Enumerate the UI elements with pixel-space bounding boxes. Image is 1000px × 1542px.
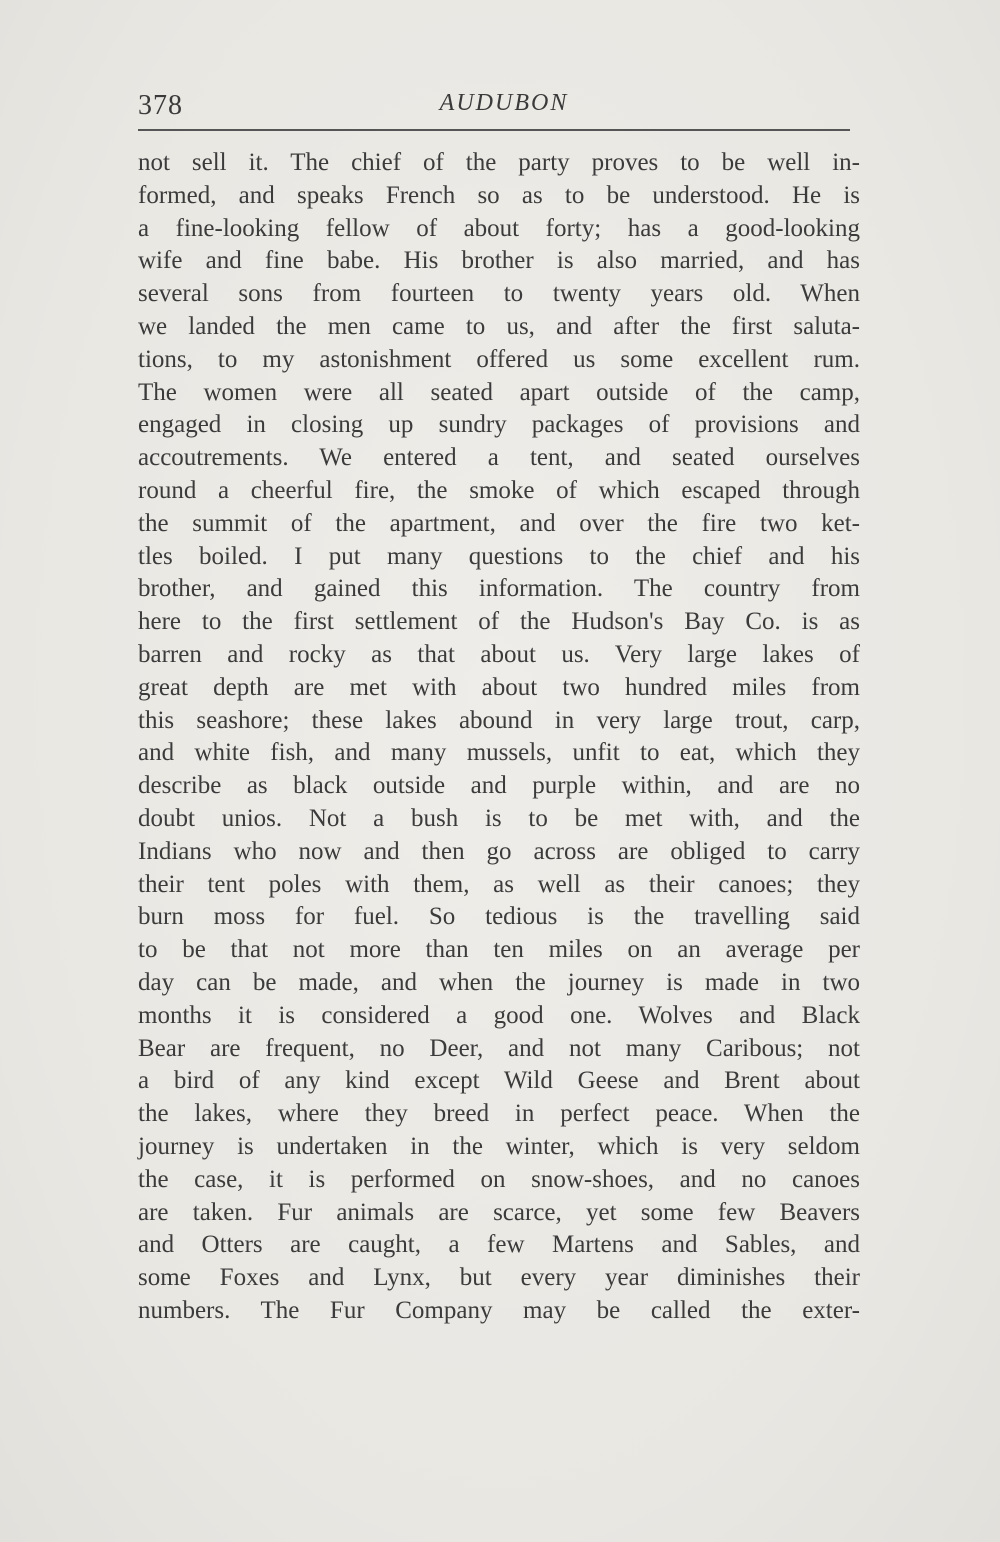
text-line: the case, it is performed on snow-shoes, and no canoes	[138, 1165, 860, 1193]
text-line: round a cheerful fire, the smoke of which escaped through	[138, 476, 860, 504]
text-line: wife and fine babe. His brother is also married, and has	[138, 247, 860, 275]
text-line: months it is considered a good one. Wolves and Black	[138, 1001, 860, 1029]
text-line: a bird of any kind except Wild Geese and Brent about	[138, 1067, 860, 1095]
text-line: numbers. The Fur Company may be called the exter-	[138, 1296, 860, 1324]
text-line: a fine-looking fellow of about forty; has a good-looking	[138, 214, 860, 242]
text-line: tions, to my astonishment offered us some excellent rum.	[138, 345, 860, 373]
text-line: to be that not more than ten miles on an average per	[138, 936, 860, 964]
text-line: the lakes, where they breed in perfect peace. When the	[138, 1100, 860, 1128]
text-line: some Foxes and Lynx, but every year diminishes their	[138, 1264, 860, 1292]
header-rule	[138, 129, 850, 131]
page-header	[138, 90, 850, 130]
text-line: we landed the men came to us, and after the first saluta-	[138, 312, 860, 340]
page-number: 378	[138, 90, 183, 121]
text-line: formed, and speaks French so as to be understood. He is	[138, 181, 860, 209]
text-line: journey is undertaken in the winter, which is very seldom	[138, 1132, 860, 1160]
text-line: describe as black outside and purple within, and are no	[138, 772, 860, 800]
text-line: barren and rocky as that about us. Very large lakes of	[138, 640, 860, 668]
text-line: are taken. Fur animals are scarce, yet some few Beavers	[138, 1198, 860, 1226]
text-line: and white fish, and many mussels, unfit to eat, which they	[138, 739, 860, 767]
text-line: burn moss for fuel. So tedious is the travelling said	[138, 903, 860, 931]
text-line: Indians who now and then go across are obliged to carry	[138, 837, 860, 865]
text-line: brother, and gained this information. The country from	[138, 575, 860, 603]
text-line: engaged in closing up sundry packages of provisions and	[138, 411, 860, 439]
text-line: not sell it. The chief of the party proves to be well in-	[138, 149, 860, 176]
text-line: this seashore; these lakes abound in very large trout, carp,	[138, 706, 860, 734]
text-line: doubt unios. Not a bush is to be met with, and the	[138, 804, 860, 832]
body-text	[138, 147, 860, 1328]
text-line: accoutrements. We entered a tent, and seated ourselves	[138, 444, 860, 472]
text-line: here to the first settlement of the Hudson's Bay Co. is as	[138, 608, 860, 636]
text-line: and Otters are caught, a few Martens and Sables, and	[138, 1231, 860, 1259]
running-head: AUDUBON	[439, 90, 569, 116]
text-line: The women were all seated apart outside of the camp,	[138, 378, 860, 406]
text-line: several sons from fourteen to twenty years old. When	[138, 280, 860, 308]
text-line: day can be made, and when the journey is made in two	[138, 968, 860, 996]
text-line: tles boiled. I put many questions to the chief and his	[138, 542, 860, 570]
text-line: the summit of the apartment, and over the fire two ket-	[138, 509, 860, 537]
text-line: great depth are met with about two hundred miles from	[138, 673, 860, 701]
text-line: Bear are frequent, no Deer, and not many Caribous; not	[138, 1034, 860, 1062]
text-line: their tent poles with them, as well as their canoes; they	[138, 870, 860, 898]
